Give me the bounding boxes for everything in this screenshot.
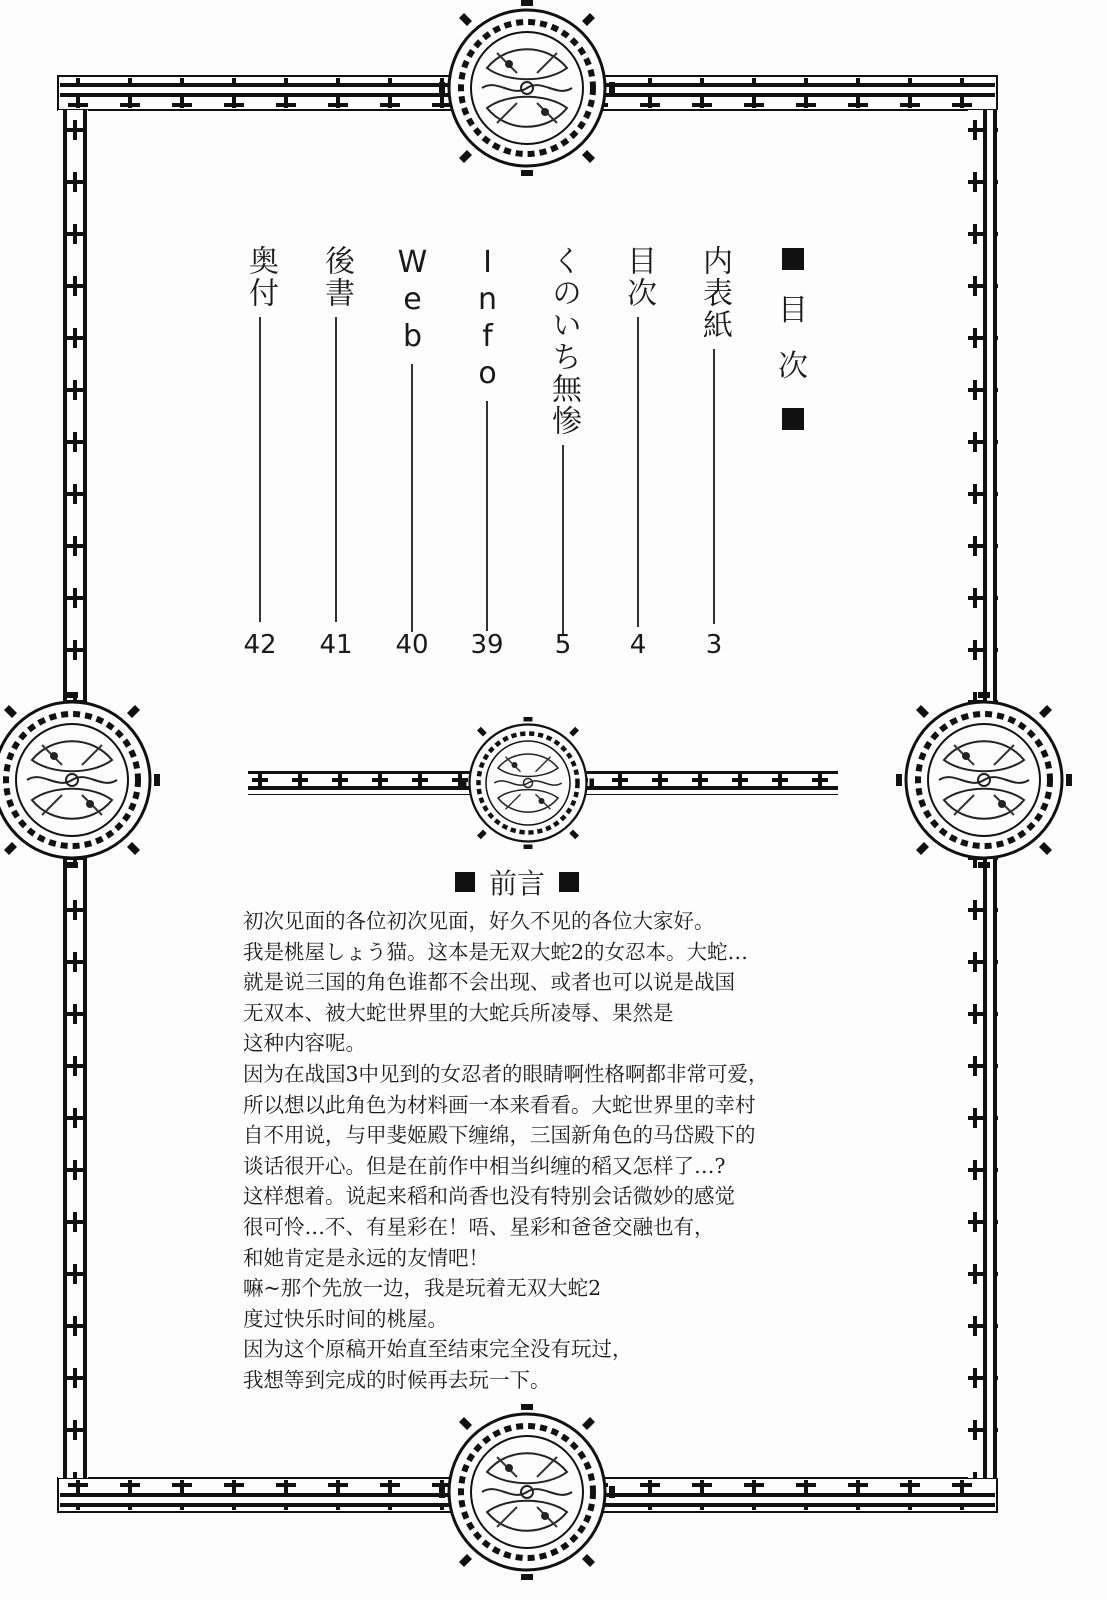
preface-line: 度过快乐时间的桃屋。 xyxy=(243,1306,448,1331)
preface-line: 无双本、被大蛇世界里的大蛇兵所凌辱、果然是 xyxy=(243,1000,674,1025)
preface-line: 所以想以此角色为材料画一本来看看。大蛇世界里的幸村 xyxy=(243,1092,756,1117)
leader-line xyxy=(713,349,714,624)
preface-line: 我是桃屋しょう猫。这本是无双大蛇2的女忍本。大蛇… xyxy=(243,939,749,964)
toc-entry xyxy=(242,245,278,622)
leader-line xyxy=(562,445,563,635)
ornament-medallion-bottom xyxy=(439,1404,615,1580)
ornament-medallion-center xyxy=(462,717,594,849)
toc-heading-char: 目 xyxy=(778,293,808,328)
toc-entry xyxy=(620,245,656,627)
preface-line: 这种内容呢。 xyxy=(243,1031,366,1056)
heading-square-marker xyxy=(782,248,804,270)
toc-entry xyxy=(318,245,354,622)
toc-entry-label: 内表紙 xyxy=(697,245,732,341)
toc-entry xyxy=(696,245,732,624)
preface-line: 因为这个原稿开始直至结束完全没有玩过， xyxy=(243,1337,633,1362)
toc-entry-label: 目次 xyxy=(621,245,656,309)
toc-entry xyxy=(469,245,505,631)
preface-line: 谈话很开心。但是在前作中相当纠缠的稻又怎样了…? xyxy=(243,1153,726,1178)
ornament-medallion-left xyxy=(0,692,160,868)
heading-square-marker xyxy=(782,408,804,430)
preface-title-text: 前言 xyxy=(489,867,546,900)
toc-entry xyxy=(394,245,430,632)
preface-line: 我想等到完成的时候再去玩一下。 xyxy=(243,1367,551,1392)
preface-line: 自不用说，与甲斐姬殿下缠绵，三国新角色的马岱殿下的 xyxy=(243,1123,756,1148)
toc-page-number: 3 xyxy=(705,630,723,660)
toc-entry-label: 後書 xyxy=(319,245,354,309)
heading-square-marker xyxy=(559,872,579,892)
toc-heading-char: 次 xyxy=(778,349,808,384)
toc-entry xyxy=(545,245,581,635)
ornament-medallion-right xyxy=(896,692,1072,868)
preface-line: 因为在战国3中见到的女忍者的眼睛啊性格啊都非常可爱， xyxy=(243,1061,769,1086)
toc-page-number: 39 xyxy=(470,630,504,660)
preface-line: 和她肯定是永远的友情吧！ xyxy=(243,1245,489,1270)
leader-line xyxy=(411,364,412,632)
preface-line: 初次见面的各位初次见面，好久不见的各位大家好。 xyxy=(243,909,715,933)
toc-page-number: 5 xyxy=(554,630,572,660)
preface-line: 这样想着。说起来稻和尚香也没有特别会话微妙的感觉 xyxy=(243,1184,735,1209)
toc-entry-label: Web xyxy=(395,245,430,356)
preface-line: 嘛~那个先放一边，我是玩着无双大蛇2 xyxy=(243,1276,602,1301)
preface-body xyxy=(243,906,863,1396)
toc-page-number: 41 xyxy=(319,630,353,660)
toc-page-number: 42 xyxy=(243,630,277,660)
toc-entry-label: 奥付 xyxy=(243,245,278,309)
preface-title xyxy=(455,862,579,902)
leader-line xyxy=(335,317,336,622)
toc-page-number: 40 xyxy=(395,630,429,660)
preface-line: 就是说三国的角色谁都不会出现、或者也可以说是战国 xyxy=(243,970,735,995)
toc-entry-label: Info xyxy=(470,245,505,393)
ornament-medallion-top xyxy=(439,0,615,176)
leader-line xyxy=(259,317,260,622)
toc-entry-label: くのいち無惨 xyxy=(546,245,581,437)
heading-square-marker xyxy=(455,872,475,892)
preface-line: 很可怜…不、有星彩在！唔、星彩和爸爸交融也有， xyxy=(243,1214,715,1239)
toc-heading xyxy=(778,248,808,430)
leader-line xyxy=(637,317,638,627)
leader-line xyxy=(486,401,487,631)
toc-page-number: 4 xyxy=(629,630,647,660)
